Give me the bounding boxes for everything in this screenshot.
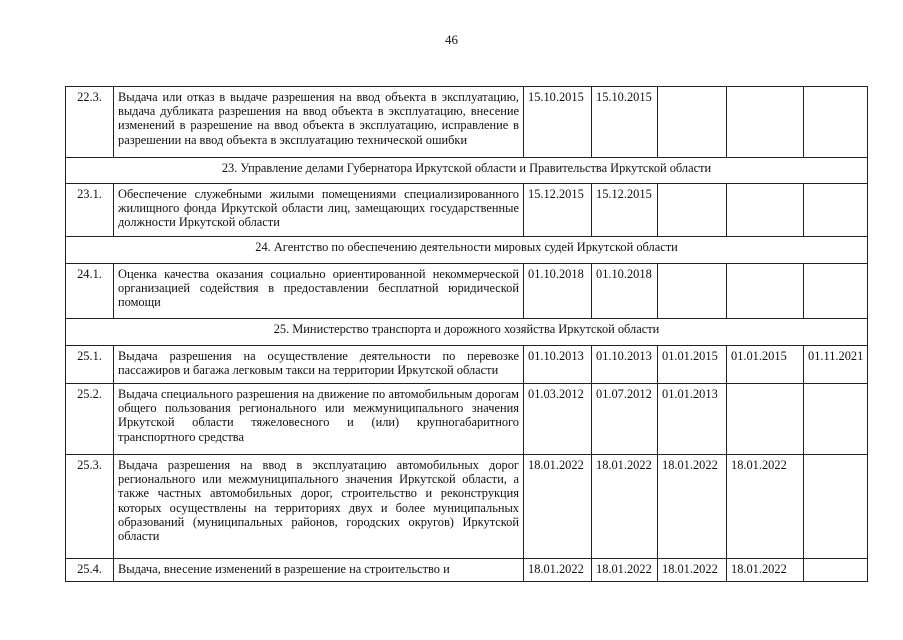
date-cell: 18.01.2022 [658,455,727,559]
table-row [66,559,868,582]
date-cell: 01.11.2021 [804,346,868,384]
item-number: 25.4. [66,559,114,582]
date-cell: 01.07.2012 [592,384,658,455]
service-description: Обеспечение служебными жилыми помещениями специализированного жилищного фонда Иркутской области лиц, замещающих государственные должности Иркутской области [114,184,524,237]
date-cell [658,264,727,319]
date-cell [804,184,868,237]
date-cell: 01.01.2015 [658,346,727,384]
date-cell [804,384,868,455]
table-row [66,346,868,384]
date-cell: 01.10.2013 [524,346,592,384]
service-description: Выдача специального разрешения на движение по автомобильным дорогам общего пользования регионального или межмуниципального значения Иркутской области тяжеловесного и (или) крупногабаритного транспортного средства [114,384,524,455]
date-cell: 18.01.2022 [592,455,658,559]
date-cell: 15.10.2015 [592,87,658,158]
service-description: Выдача разрешения на ввод в эксплуатацию автомобильных дорог регионального или межмуниципального значения Иркутской области, а также частных автомобильных дорог, строительство и реконструкция которых осуществлены на территориях двух и более муниципальных образований (муниципальных районов, городских округов) Иркутской области [114,455,524,559]
service-description: Выдача, внесение изменений в разрешение на строительство и [114,559,524,582]
date-cell: 15.12.2015 [524,184,592,237]
item-number: 23.1. [66,184,114,237]
date-cell: 01.10.2018 [524,264,592,319]
date-cell: 15.12.2015 [592,184,658,237]
date-cell [727,264,804,319]
date-cell [658,184,727,237]
date-cell [804,455,868,559]
date-cell [727,184,804,237]
date-cell [727,384,804,455]
date-cell: 18.01.2022 [524,559,592,582]
date-cell: 01.01.2015 [727,346,804,384]
table-row [66,184,868,237]
section-header-row [66,237,868,264]
table-row [66,384,868,455]
table-body [66,87,868,582]
service-description: Оценка качества оказания социально ориентированной некоммерческой организацией содействия в предоставлении бесплатной юридической помощи [114,264,524,319]
date-cell: 01.10.2018 [592,264,658,319]
table-row [66,455,868,559]
section-title: 25. Министерство транспорта и дорожного хозяйства Иркутской области [66,319,868,346]
date-cell: 18.01.2022 [592,559,658,582]
item-number: 25.1. [66,346,114,384]
table-row [66,87,868,158]
table-row [66,264,868,319]
date-cell [804,559,868,582]
page-number: 46 [445,32,458,47]
date-cell: 18.01.2022 [658,559,727,582]
date-cell: 15.10.2015 [524,87,592,158]
section-header-row [66,319,868,346]
date-cell [658,87,727,158]
section-header-row [66,158,868,184]
date-cell [804,264,868,319]
service-description: Выдача или отказ в выдаче разрешения на ввод объекта в эксплуатацию, выдача дубликата разрешения на ввод объекта в эксплуатацию, внесение изменений в разрешение на ввод объекта в эксплуатацию, исправление в разрешении на ввод объекта в эксплуатацию технической ошибки [114,87,524,158]
date-cell: 01.10.2013 [592,346,658,384]
item-number: 22.3. [66,87,114,158]
section-title: 23. Управление делами Губернатора Иркутской области и Правительства Иркутской области [66,158,868,184]
date-cell [727,87,804,158]
date-cell: 01.01.2013 [658,384,727,455]
item-number: 25.2. [66,384,114,455]
date-cell: 18.01.2022 [727,559,804,582]
item-number: 25.3. [66,455,114,559]
item-number: 24.1. [66,264,114,319]
registry-table [65,86,868,582]
date-cell [804,87,868,158]
date-cell: 18.01.2022 [727,455,804,559]
service-description: Выдача разрешения на осуществление деятельности по перевозке пассажиров и багажа легковым такси на территории Иркутской области [114,346,524,384]
date-cell: 18.01.2022 [524,455,592,559]
section-title: 24. Агентство по обеспечению деятельности мировых судей Иркутской области [66,237,868,264]
date-cell: 01.03.2012 [524,384,592,455]
